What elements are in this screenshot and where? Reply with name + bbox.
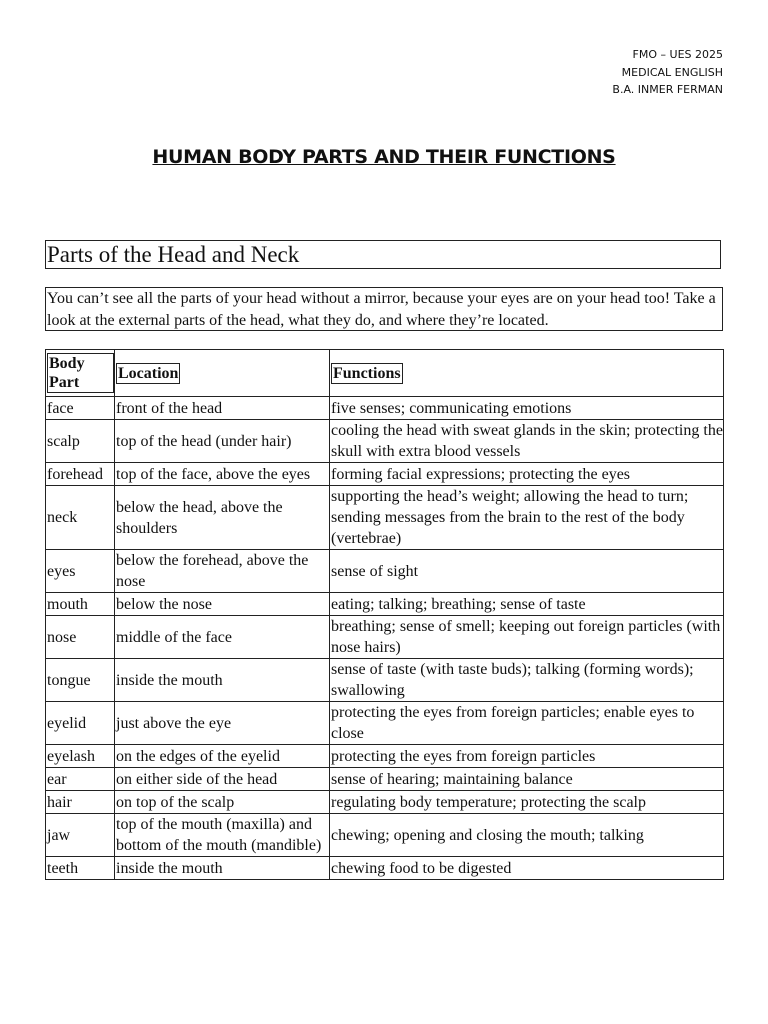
body-parts-table [45,349,724,880]
cell-function: regulating body temperature; protecting the scalp [330,791,724,814]
header-line-course: FMO – UES 2025 [632,48,723,61]
cell-location: top of the mouth (maxilla) and bottom of the mouth (mandible) [115,814,330,857]
section-heading: Parts of the Head and Neck [45,240,721,269]
cell-function: eating; talking; breathing; sense of taste [330,593,724,616]
cell-location: inside the mouth [115,659,330,702]
table-row [46,616,724,659]
cell-location: top of the head (under hair) [115,420,330,463]
cell-function: chewing food to be digested [330,857,724,880]
cell-location: on the edges of the eyelid [115,745,330,768]
cell-part: forehead [46,463,115,486]
table-row [46,768,724,791]
table-row [46,420,724,463]
cell-function: protecting the eyes from foreign particles [330,745,724,768]
cell-function: five senses; communicating emotions [330,397,724,420]
table-row [46,550,724,593]
cell-location: top of the face, above the eyes [115,463,330,486]
cell-function: chewing; opening and closing the mouth; talking [330,814,724,857]
cell-location: below the nose [115,593,330,616]
cell-location: below the forehead, above the nose [115,550,330,593]
cell-part: eyelash [46,745,115,768]
table-row [46,463,724,486]
cell-part: tongue [46,659,115,702]
cell-part: eyelid [46,702,115,745]
cell-location: middle of the face [115,616,330,659]
cell-location: on top of the scalp [115,791,330,814]
header-line-author: B.A. INMER FERMAN [612,83,723,96]
cell-function: sense of hearing; maintaining balance [330,768,724,791]
table-row [46,486,724,550]
cell-location: inside the mouth [115,857,330,880]
cell-part: mouth [46,593,115,616]
cell-location: below the head, above the shoulders [115,486,330,550]
document-title: HUMAN BODY PARTS AND THEIR FUNCTIONS [152,146,616,168]
cell-part: teeth [46,857,115,880]
intro-paragraph: You can’t see all the parts of your head without a mirror, because your eyes are on your head too! Take a look at the external parts of the head, what they do, and where they’re located. [45,287,723,331]
table-row [46,702,724,745]
cell-part: ear [46,768,115,791]
table-row [46,814,724,857]
header-location: Location [115,350,330,397]
cell-function: sense of taste (with taste buds); talking (forming words); swallowing [330,659,724,702]
cell-function: supporting the head’s weight; allowing the head to turn; sending messages from the brain to the rest of the body (vertebrae) [330,486,724,550]
cell-function: cooling the head with sweat glands in the skin; protecting the skull with extra blood vessels [330,420,724,463]
table-row [46,791,724,814]
table-row [46,593,724,616]
header-body-part: Body Part [46,350,115,397]
table-row [46,745,724,768]
cell-part: jaw [46,814,115,857]
cell-part: neck [46,486,115,550]
document-header [423,46,723,99]
cell-part: hair [46,791,115,814]
cell-part: eyes [46,550,115,593]
table-row [46,397,724,420]
cell-function: protecting the eyes from foreign particles; enable eyes to close [330,702,724,745]
cell-part: face [46,397,115,420]
cell-function: breathing; sense of smell; keeping out foreign particles (with nose hairs) [330,616,724,659]
cell-part: scalp [46,420,115,463]
cell-location: on either side of the head [115,768,330,791]
cell-location: just above the eye [115,702,330,745]
table-row [46,857,724,880]
header-line-subject: MEDICAL ENGLISH [621,65,723,79]
cell-location: front of the head [115,397,330,420]
table-header-row [46,350,724,397]
cell-function: forming facial expressions; protecting the eyes [330,463,724,486]
table-row [46,659,724,702]
cell-part: nose [46,616,115,659]
header-functions: Functions [330,350,724,397]
cell-function: sense of sight [330,550,724,593]
